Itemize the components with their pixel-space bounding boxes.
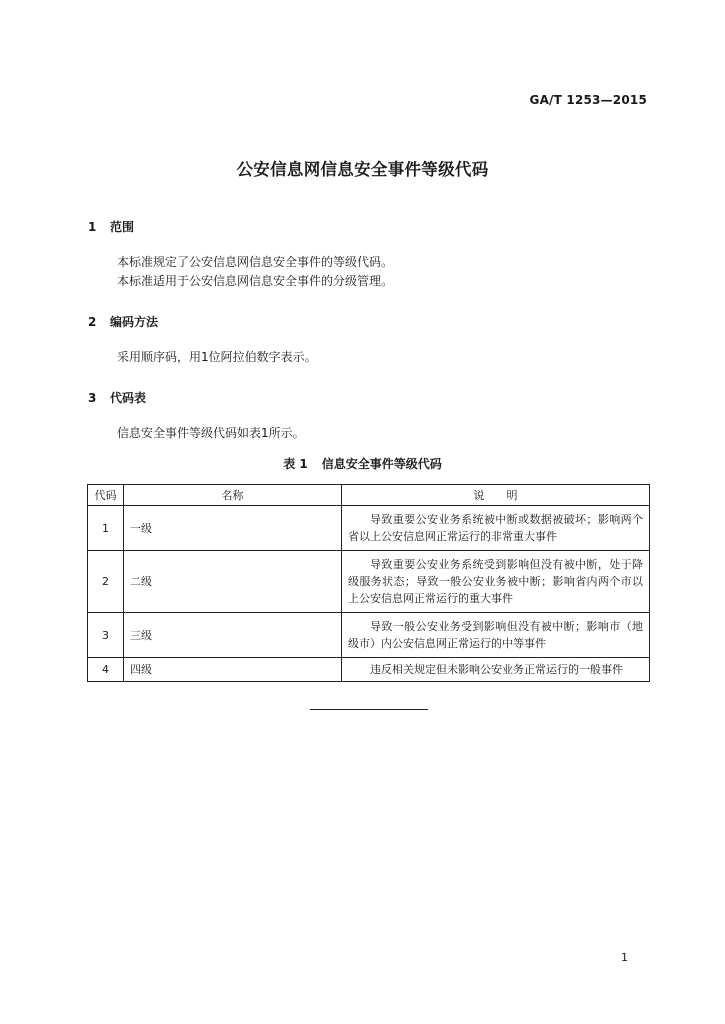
table-row	[88, 658, 650, 682]
cell-name: 三级	[124, 613, 342, 658]
section-2-number: 2	[88, 315, 97, 329]
section-1-paragraph-2: 本标准适用于公安信息网信息安全事件的分级管理。	[117, 274, 394, 288]
cell-desc: 违反相关规定但未影响公安业务正常运行的一般事件	[342, 658, 650, 682]
cell-name: 四级	[124, 658, 342, 682]
table-header-row	[88, 485, 650, 506]
cell-code: 2	[88, 551, 124, 613]
header-name: 名称	[124, 485, 342, 506]
table-row	[88, 613, 650, 658]
cell-desc: 导致一般公安业务受到影响但没有被中断；影响市（地级市）内公安信息网正常运行的中等事件	[342, 613, 650, 658]
cell-name: 二级	[124, 551, 342, 613]
section-1-number: 1	[88, 220, 97, 234]
table-row	[88, 551, 650, 613]
section-2-paragraph-1: 采用顺序码，用1位阿拉伯数字表示。	[117, 350, 317, 364]
standard-code: GA/T 1253—2015	[529, 93, 647, 107]
code-table	[87, 484, 650, 682]
header-code: 代码	[88, 485, 124, 506]
section-3-number: 3	[88, 391, 97, 405]
cell-code: 3	[88, 613, 124, 658]
cell-desc: 导致重要公安业务系统受到影响但没有被中断，处于降级服务状态；导致一般公安业务被中断；影响省内两个市以上公安信息网正常运行的重大事件	[342, 551, 650, 613]
section-1-heading	[88, 218, 134, 235]
header-desc: 说 明	[342, 485, 650, 506]
section-1-title: 范围	[110, 220, 135, 234]
section-2-title: 编码方法	[110, 315, 159, 329]
section-2-heading	[88, 313, 158, 330]
cell-code: 4	[88, 658, 124, 682]
end-of-standard-rule	[310, 709, 428, 710]
cell-desc: 导致重要公安业务系统被中断或数据被破坏；影响两个省以上公安信息网正常运行的非常重大事件	[342, 506, 650, 551]
cell-code: 1	[88, 506, 124, 551]
page-number: 1	[621, 951, 628, 964]
table-caption-title: 信息安全事件等级代码	[321, 457, 442, 471]
section-3-heading	[88, 389, 146, 406]
table-caption	[0, 455, 725, 472]
section-1-paragraph-1: 本标准规定了公安信息网信息安全事件的等级代码。	[117, 255, 394, 269]
document-title: 公安信息网信息安全事件等级代码	[236, 160, 489, 179]
cell-name: 一级	[124, 506, 342, 551]
table-caption-number: 表 1	[283, 457, 308, 471]
section-3-paragraph-1: 信息安全事件等级代码如表1所示。	[117, 426, 305, 440]
section-3-title: 代码表	[110, 391, 147, 405]
table-row	[88, 506, 650, 551]
